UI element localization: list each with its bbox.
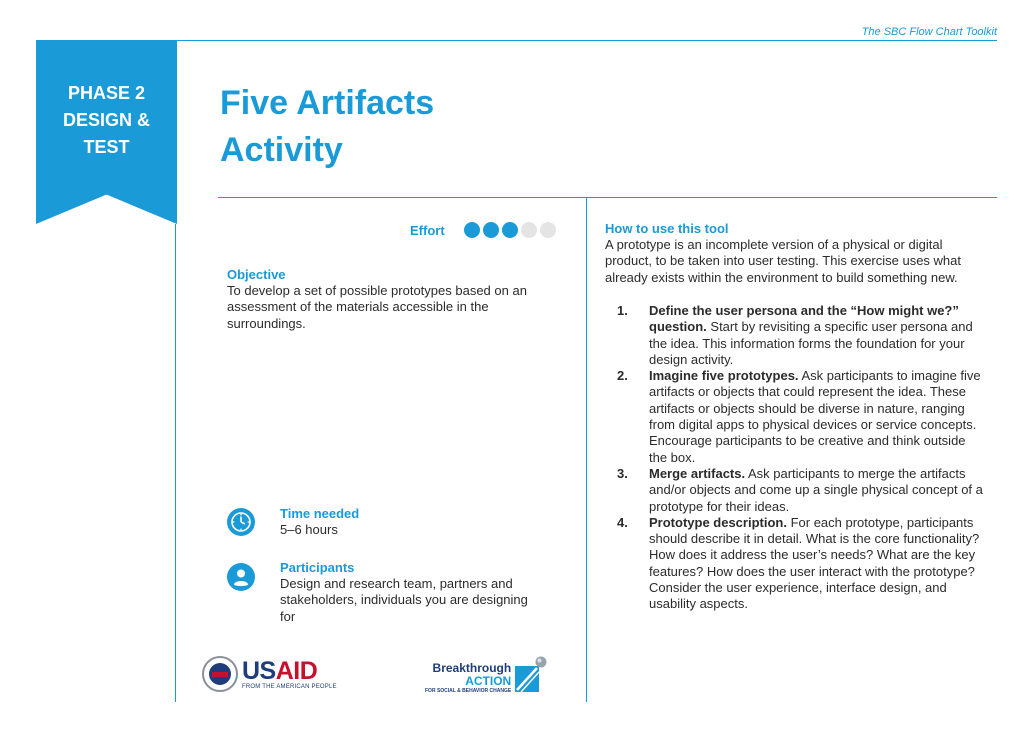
howto-heading: How to use this tool xyxy=(605,221,729,236)
usaid-tagline: FROM THE AMERICAN PEOPLE xyxy=(242,684,337,690)
howto-intro: A prototype is an incomplete version of a physical or digital product, to be taken into user testing. This exercise uses what already exists within the environment to build something new. xyxy=(605,237,962,285)
ba-mark-icon xyxy=(515,656,547,694)
usaid-seal xyxy=(202,656,238,692)
effort-dot-filled xyxy=(483,222,499,238)
step-number: 2. xyxy=(617,368,628,384)
participants-heading: Participants xyxy=(280,560,355,575)
step-description: Ask participants to imagine five artifacts or objects that could represent the idea. These artifacts or objects should be diverse in nature, ranging from digital apps to physical devices or service concepts. Encourage participants to be creative and think outside the box. xyxy=(649,368,981,465)
step-title: Define the user persona and the “How might we?” question. xyxy=(649,303,959,335)
objective-heading: Objective xyxy=(227,267,286,282)
effort-label: Effort xyxy=(410,222,445,238)
step-title: Merge artifacts. xyxy=(649,465,746,481)
step-title: Imagine five prototypes. xyxy=(649,368,799,384)
header-divider xyxy=(176,40,997,41)
ba-line-1: Breakthrough xyxy=(432,661,512,675)
column-divider xyxy=(586,198,587,702)
usaid-logo xyxy=(202,656,337,692)
step-title: Prototype description. xyxy=(649,514,787,530)
effort-dots xyxy=(464,222,556,238)
step-text xyxy=(649,515,985,613)
effort-rating xyxy=(410,222,556,238)
phase-label xyxy=(36,80,177,161)
list-item xyxy=(605,368,985,466)
phase-line-1: PHASE 2 xyxy=(67,83,146,103)
time-section xyxy=(227,506,540,538)
step-description: For each prototype, participants should describe it in detail. What is the core functionality? How does it address the user’s needs? What are the key features? How does the user interact with the prototype? Consider the user experience, interface design, and usability aspects. xyxy=(649,514,980,612)
page-title xyxy=(220,80,434,174)
time-value: 5–6 hours xyxy=(280,522,338,537)
step-number: 4. xyxy=(617,514,628,530)
left-rule xyxy=(175,224,176,702)
list-item xyxy=(605,515,985,613)
step-number: 3. xyxy=(617,465,628,481)
step-description: Start by revisiting a specific user persona and the idea. This information forms the foundation for your design activity. xyxy=(649,319,973,367)
list-item xyxy=(605,466,985,515)
step-text xyxy=(649,466,985,515)
step-description: Ask participants to merge the artifacts and/or objects and come up a single physical concept of a prototype for their ideas. xyxy=(649,465,983,514)
objective-section xyxy=(227,267,567,332)
effort-dot-empty xyxy=(540,222,556,238)
phase-line-2: DESIGN & xyxy=(62,110,150,130)
participants-section xyxy=(227,560,540,625)
participants-text: Design and research team, partners and stakeholders, individuals you are designing for xyxy=(280,576,528,624)
step-number: 1. xyxy=(617,303,628,318)
title-line-1: Five Artifacts xyxy=(220,84,435,122)
howto-section xyxy=(605,221,985,286)
title-divider xyxy=(218,197,997,198)
clock-icon xyxy=(227,508,255,536)
ba-line-3: FOR SOCIAL & BEHAVIOR CHANGE xyxy=(425,688,512,694)
step-text xyxy=(649,303,985,368)
effort-dot-empty xyxy=(521,222,537,238)
phase-line-3: TEST xyxy=(83,137,130,157)
usaid-wordmark: USAID xyxy=(242,657,318,685)
person-icon xyxy=(227,563,255,591)
toolkit-title: The SBC Flow Chart Toolkit xyxy=(861,26,997,38)
effort-dot-filled xyxy=(464,222,480,238)
breakthrough-action-logo xyxy=(425,656,547,694)
ba-line-2: ACTION xyxy=(465,674,512,688)
title-line-2: Activity xyxy=(220,131,343,169)
time-heading: Time needed xyxy=(280,506,360,521)
steps-list xyxy=(605,303,985,613)
step-text xyxy=(649,368,985,466)
list-item xyxy=(605,303,985,368)
effort-dot-filled xyxy=(502,222,518,238)
objective-text: To develop a set of possible prototypes based on an assessment of the materials accessible in the surroundings. xyxy=(227,283,527,331)
